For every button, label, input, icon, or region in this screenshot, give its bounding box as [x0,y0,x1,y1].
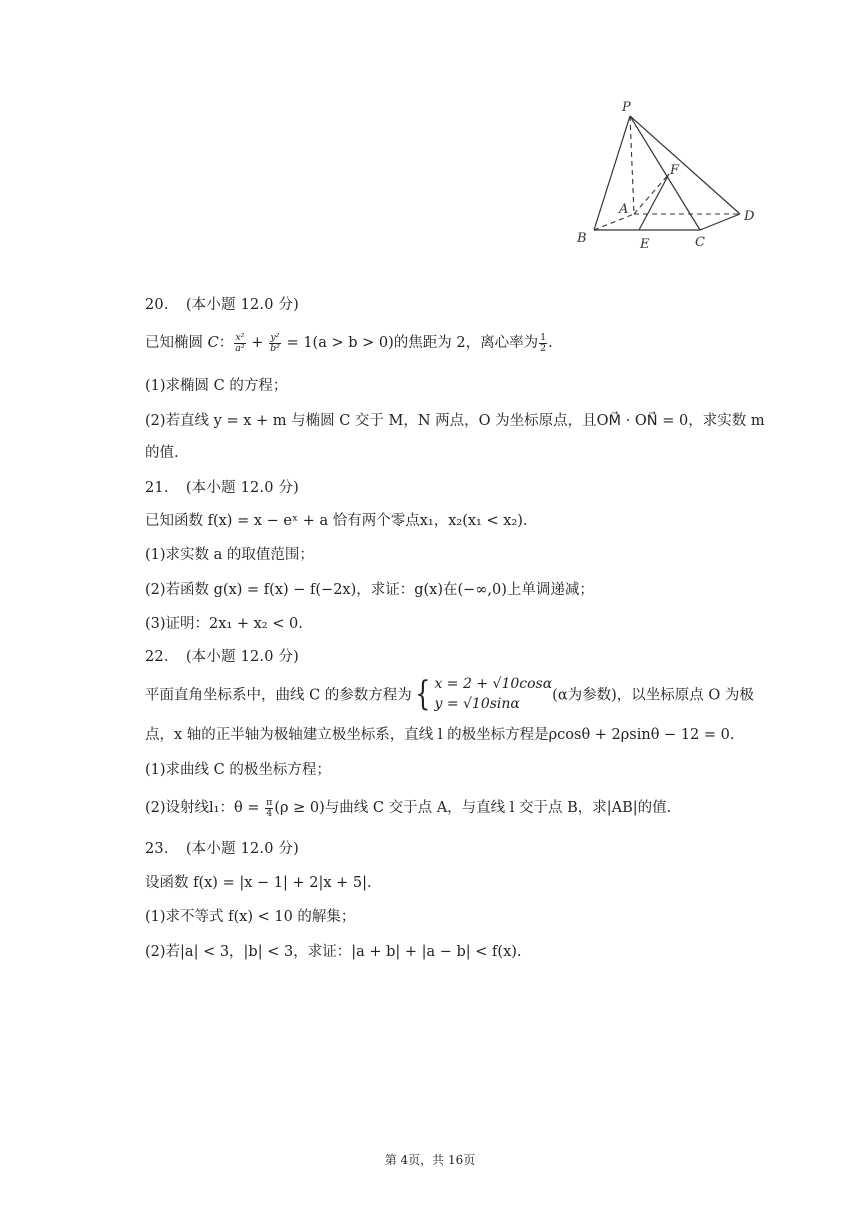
q20-part1: (1)求椭圆 C 的方程； [145,378,288,394]
q20-header [145,293,299,314]
q22-part2 [145,796,671,819]
q22-part1: (1)求曲线 C 的极坐标方程； [145,762,331,778]
q22-stem-pre: 平面直角坐标系中，曲线 C 的参数方程为 [145,687,412,704]
q20-mid: 的焦距为 2，离心率为 [393,335,539,351]
q22-p2-post: (ρ ≥ 0)与曲线 C 交于点 A，与直线 l 交于点 B，求|AB|的值. [274,800,672,816]
q22-p2-pre: (2)设射线l₁：θ = [145,800,265,816]
q21-part3: (3)证明：2x₁ + x₂ < 0. [145,616,303,632]
label-E: E [640,237,650,252]
q20-stem-C: C [207,335,219,351]
q20-stem-colon: ： [218,335,234,351]
label-F: F [670,163,680,178]
q20-plus: + [246,335,269,351]
q22-number: 22. [145,649,169,665]
page-footer: 第 4页，共 16页 [384,1153,476,1167]
q23-part2: (2)若|a| < 3，|b| < 3，求证：|a + b| + |a − b| < f(x). [145,944,522,960]
q21-stem: 已知函数 f(x) = x − eˣ + a 恰有两个零点x₁，x₂(x₁ < x₂). [145,513,528,529]
pyramid-diagram [572,96,762,258]
q20-number: 20. [145,297,169,313]
q20-stem [145,331,553,354]
q21-header [145,476,299,497]
q22-brace: { [415,674,431,714]
pyramid-figure [572,96,762,258]
q23-stem: 设函数 f(x) = |x − 1| + 2|x + 5|. [145,875,372,891]
q22-stem-2: 点，x 轴的正半轴为极轴建立极坐标系，直线 l 的极坐标方程是ρcosθ + 2ρsinθ − 12 = 0. [145,727,735,743]
label-C: C [695,235,705,250]
q20-ecc-frac: $\frac{1}{2}$ [540,331,547,354]
q22-stem-post: (α为参数)，以坐标原点 O 为极 [552,687,754,704]
q21-part1: (1)求实数 a 的取值范围； [145,547,314,563]
q21-number: 21. [145,480,169,496]
label-P: P [622,100,631,115]
q20-stem-text: 已知椭圆 [145,335,208,351]
q22-score: (本小题 12.0 分) [185,649,300,665]
label-D: D [744,209,755,224]
q21-part2: (2)若函数 g(x) = f(x) − f(−2x)，求证：g(x)在(−∞,0)上单调递减； [145,582,594,598]
q23-part1: (1)求不等式 f(x) < 10 的解集； [145,909,356,925]
q23-number: 23. [145,841,169,857]
q22-param-system: x = 2 + √10cosα y = √10sinα [434,676,553,712]
q23-score: (本小题 12.0 分) [185,841,300,857]
q22-stem [145,674,754,714]
q22-header [145,645,299,666]
q20-part2-cont: 的值. [145,445,179,461]
q20-end: . [548,335,553,351]
q20-eq: = 1(a > b > 0) [281,335,394,351]
label-A: A [619,202,629,217]
q20-score: (本小题 12.0 分) [185,297,300,313]
q21-score: (本小题 12.0 分) [185,480,300,496]
q20-frac-y: $\frac{\text{y²}}{\text{b²}}$ [270,331,280,354]
q20-part2: (2)若直线 y = x + m 与椭圆 C 交于 M，N 两点，O 为坐标原点，且OM⃗ · ON⃗ = 0，求实数 m [145,413,765,429]
label-B: B [577,231,587,246]
q20-frac-x: $\frac{\text{x²}}{\text{a²}}$ [235,331,245,354]
q22-pi-frac: $\frac{\pi}{4}$ [266,796,273,819]
q23-header [145,837,299,858]
